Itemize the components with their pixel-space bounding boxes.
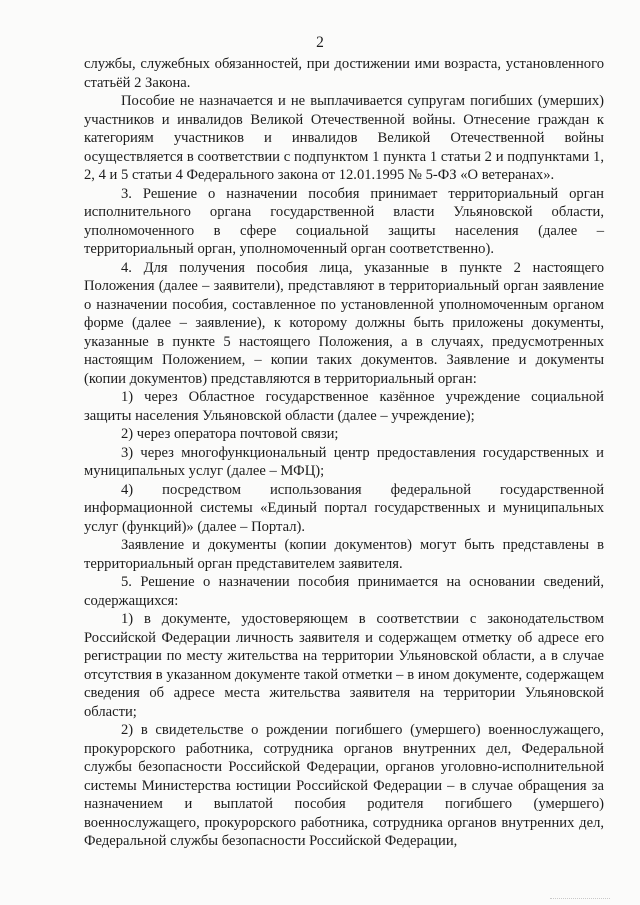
list-item-5-1: 1) в документе, удостоверяющем в соответствии с законодательством Российской Федерации личность заявителя и содержащем отметку об адресе его регистрации по месту жительства на территории Ульяновской области, а в случае отсутствия в указанном документе такой отметки – в ином документе, содержащем сведения об адресе места жительства заявителя на территории Ульяновской области; — [84, 611, 604, 720]
paragraph-continuation: службы, служебных обязанностей, при достижении ими возраста, установленного статьёй 2 Закона. — [84, 56, 604, 91]
paragraph-representative: Заявление и документы (копии документов) могут быть представлены в территориальный орган представителем заявителя. — [84, 537, 604, 572]
list-item-4-1: 1) через Областное государственное казённое учреждение социальной защиты населения Ульяновской области (далее – учреждение); — [84, 389, 604, 424]
scan-artifact — [550, 896, 610, 899]
list-item-4-4: 4) посредством использования федеральной государственной информационной системы «Единый портал государственных и муниципальных услуг (функций)» (далее – Портал). — [84, 481, 604, 535]
page-number: 2 — [316, 34, 324, 51]
paragraph-item-5: 5. Решение о назначении пособия принимается на основании сведений, содержащихся: — [84, 574, 604, 609]
paragraph-item-4: 4. Для получения пособия лица, указанные в пункте 2 настоящего Положения (далее – заявители), представляют в территориальный орган заявление о назначении пособия, составленное по установленной уполномоченным органом форме (далее – заявление), к которому должны быть приложены документы, указанные в пункте 5 настоящего Положения, а в случаях, предусмотренных настоящим Положением, – копии таких документов. Заявление и документы (копии документов) представляются в территориальный орган: — [84, 259, 604, 387]
paragraph-item-3: 3. Решение о назначении пособия принимает территориальный орган исполнительного органа государственной власти Ульяновской области, уполномоченного в сфере социальной защиты населения (далее – территориальный орган, уполномоченный орган соответственно). — [84, 185, 604, 257]
list-item-5-2: 2) в свидетельстве о рождении погибшего (умершего) военнослужащего, прокурорского работника, сотрудника органов внутренних дел, Федеральной службы безопасности Российской Федерации, органов уголовно-исполнительной системы Министерства юстиции Российской Федерации – в случае обращения за назначением и выплатой пособия родителя погибшего (умершего) военнослужащего, прокурорского работника, сотрудника органов внутренних дел, Федеральной службы безопасности Российской Федерации, — [84, 722, 604, 849]
paragraph-benefit-exclusion: Пособие не назначается и не выплачивается супругам погибших (умерших) участников и инвалидов Великой Отечественной войны. Отнесение граждан к категориям участников и инвалидов Великой Отечественной войны осуществляется в соответствии с подпунктом 1 пункта 1 статьи 2 и подпунктами 1, 2, 4 и 5 статьи 4 Федерального закона от 12.01.1995 № 5-ФЗ «О ветеранах». — [84, 93, 604, 183]
list-item-4-3: 3) через многофункциональный центр предоставления государственных и муниципальных услуг (далее – МФЦ); — [84, 444, 604, 479]
list-item-4-2: 2) через оператора почтовой связи; — [121, 426, 339, 442]
document-body — [84, 55, 604, 851]
